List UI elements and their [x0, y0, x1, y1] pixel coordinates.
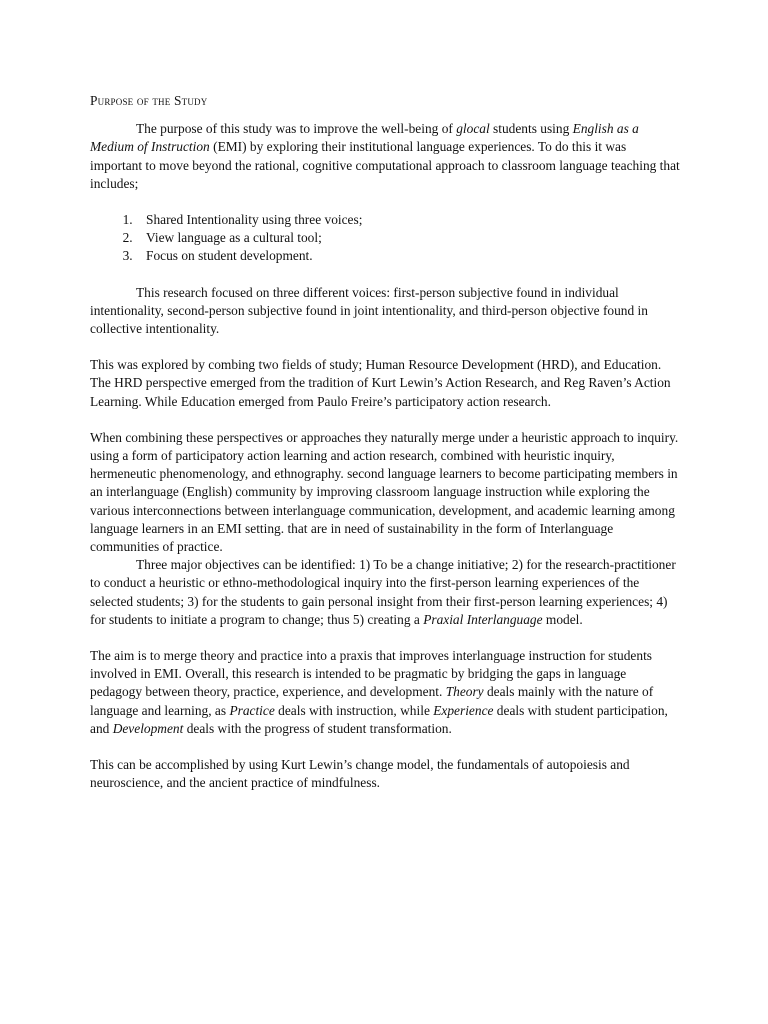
- paragraph-conclusion: This can be accomplished by using Kurt Lewin’s change model, the fundamentals of autopoiesis and neuroscience, and the ancient practice of mindfulness.: [90, 757, 630, 791]
- italic-praxial: Praxial Interlanguage: [423, 611, 543, 627]
- spacer: [90, 738, 680, 756]
- list-item: 1. Shared Intentionality using three voices;: [136, 211, 680, 229]
- italic-experience: Experience: [433, 702, 494, 718]
- italic-theory: Theory: [445, 684, 484, 700]
- text-run: deals with student participation, and: [90, 702, 668, 736]
- numbered-list: [90, 211, 680, 266]
- paragraph-aim: [90, 647, 680, 738]
- paragraph-approaches: When combining these perspectives or approaches they naturally merge under a heuristic approach to inquiry. using a form of participatory action learning and action research, combined with heuristic inquiry, hermeneutic phenomenology, and ethnography. second language learners to become participating members in an interlanguage (English) community by improving classroom language instruction while exploring the various interconnections between interlanguage communication, development, and academic learning among language learners in an EMI setting. that are in need of sustainability in the form of Interlanguage communities of practice.: [90, 429, 679, 555]
- paragraph-purpose: [90, 120, 680, 193]
- text-run: deals with the progress of student transformation.: [183, 720, 452, 736]
- italic-development: Development: [112, 720, 184, 736]
- text-run: The purpose of this study was to improve the well-being of: [136, 121, 457, 137]
- text-run: model.: [542, 611, 583, 627]
- italic-practice: Practice: [229, 702, 275, 718]
- text-run: deals mainly with the nature of language and learning, as: [90, 684, 654, 718]
- list-item: 2. View language as a cultural tool;: [136, 229, 680, 247]
- spacer: [90, 266, 680, 284]
- spacer: [90, 338, 680, 356]
- text-run: The aim is to merge theory and practice into a praxis that improves interlanguage instruction for students involved in EMI. Overall, this research is intended to be pragmatic by bridging the gaps in language pedagogy between theory, practice, experience, and development.: [90, 648, 653, 700]
- section-heading: Purpose of the Study: [90, 93, 208, 108]
- text-run: (EMI) by exploring their institutional language experiences. To do this it was important to move beyond the rational, cognitive computational approach to classroom language teaching that includes;: [90, 139, 680, 191]
- text-run: Three major objectives can be identified: 1) To be a change initiative; 2) for the research-practitioner to conduct a heuristic or ethno-methodological inquiry into the first-person learning experiences of the selected students; 3) for the students to gain personal insight from their first-person learning experiences; 4) for students to initiate a program to change; thus 5) creating a: [90, 557, 676, 627]
- paragraph-voices: This research focused on three different voices: first-person subjective found in individual intentionality, second-person subjective found in joint intentionality, and third-person objective found in collective intentionality.: [90, 284, 648, 337]
- text-run: deals with instruction, while: [274, 702, 434, 718]
- document-page: [90, 92, 680, 793]
- spacer: [90, 193, 680, 211]
- paragraph-objectives: [90, 556, 680, 629]
- italic-glocal: glocal: [456, 121, 490, 137]
- spacer: [90, 411, 680, 429]
- list-item: 3. Focus on student development.: [136, 247, 680, 265]
- italic-emi: English as a Medium of Instruction: [90, 121, 639, 155]
- paragraph-fields: This was explored by combing two fields of study; Human Resource Development (HRD), and Education. The HRD perspective emerged from the tradition of Kurt Lewin’s Action Research, and Reg Raven’s Action Learning. While Education emerged from Paulo Freire’s participatory action research.: [90, 357, 671, 409]
- spacer: [90, 629, 680, 647]
- text-run: students using: [489, 121, 573, 137]
